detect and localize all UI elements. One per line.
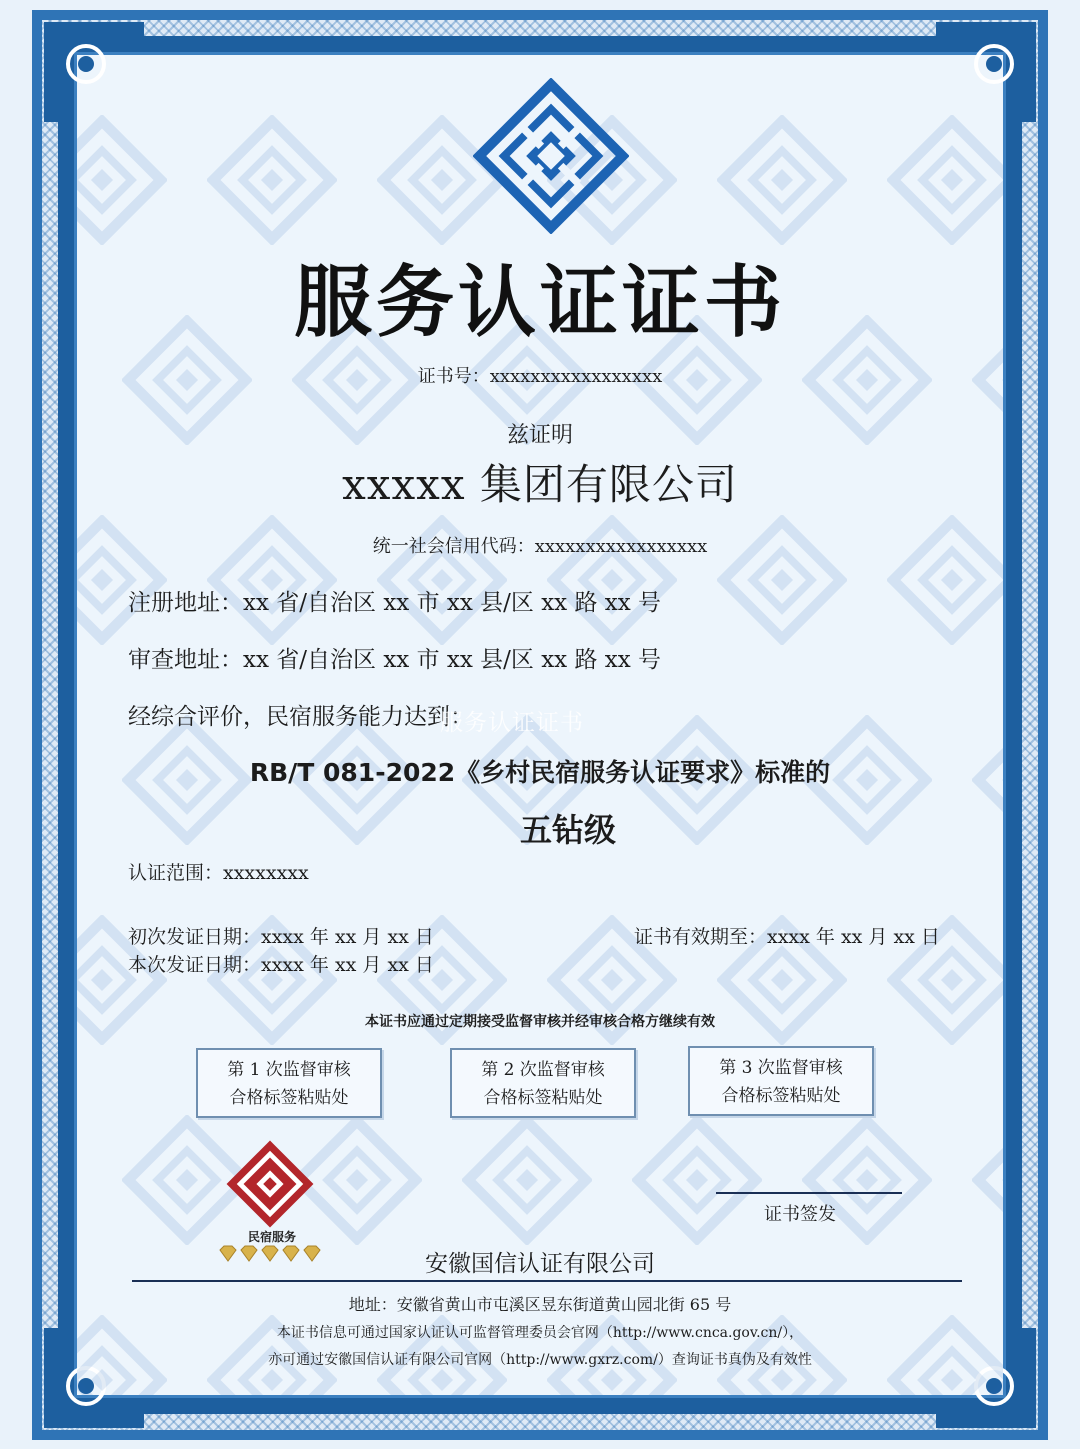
certification-logo-icon: [473, 78, 629, 234]
text-watermark: 服务认证证书: [440, 710, 584, 736]
certificate-number: [0, 362, 1080, 388]
first-issue-date: 初次发证日期：xxxx 年 xx 月 xx 日: [128, 926, 434, 948]
watermark-logo-icon: [462, 1115, 592, 1245]
surveillance-box-title: 第 3 次监督审核: [719, 1058, 843, 1078]
watermark-logo-icon: [632, 1115, 762, 1245]
homestay-service-badge-icon: [222, 1136, 318, 1232]
surveillance-box-subtitle: 合格标签粘贴处: [483, 1088, 603, 1108]
validity-notice: 本证书应通过定期接受监督审核并经审核合格方继续有效: [365, 1014, 715, 1030]
footer-divider: [132, 1280, 962, 1282]
watermark-logo-icon: [207, 115, 337, 245]
verification-footnote-1: 本证书信息可通过国家认证认可监督管理委员会官网（http://www.cnca.gov.cn/），: [276, 1325, 804, 1341]
watermark-logo-icon: [887, 115, 1003, 245]
surveillance-box-title: 第 2 次监督审核: [481, 1060, 605, 1080]
watermark-logo-icon: [717, 115, 847, 245]
surveillance-label-box-3: [688, 1046, 874, 1116]
grade-level: 五钻级: [520, 811, 617, 849]
certificate-number-label: 证书号：: [417, 366, 490, 387]
watermark-logo-icon: [972, 1115, 1003, 1245]
issuer-name: 安徽国信认证有限公司: [425, 1251, 655, 1277]
credit-code-label: 统一社会信用代码：: [372, 536, 535, 557]
surveillance-box-subtitle: 合格标签粘贴处: [721, 1086, 841, 1106]
registered-address: 注册地址：xx 省/自治区 xx 市 xx 县/区 xx 路 xx 号: [128, 590, 662, 616]
signature-line: [716, 1192, 902, 1194]
signature-label: 证书签发: [764, 1204, 836, 1225]
issuer-address: 地址：安徽省黄山市屯溪区昱东街道黄山园北街 65 号: [348, 1295, 732, 1314]
evaluation-statement: 经综合评价，民宿服务能力达到：: [128, 704, 473, 730]
audit-address: 审查地址：xx 省/自治区 xx 市 xx 县/区 xx 路 xx 号: [128, 647, 662, 673]
certificate-number-value: xxxxxxxxxxxxxxxxx: [489, 366, 663, 387]
valid-until-date: 证书有效期至：xxxx 年 xx 月 xx 日: [634, 926, 940, 948]
badge-label: 民宿服务: [247, 1230, 296, 1244]
watermark-logo-icon: [77, 115, 167, 245]
hereby-certify: 兹证明: [506, 423, 573, 448]
surveillance-box-title: 第 1 次监督审核: [227, 1060, 351, 1080]
surveillance-label-box-2: [450, 1048, 636, 1118]
surveillance-box-subtitle: 合格标签粘贴处: [229, 1088, 349, 1108]
verification-footnote-2: 亦可通过安徽国信认证有限公司官网（http://www.gxrz.com/）查询证书真伪及有效性: [268, 1352, 812, 1368]
certification-scope: 认证范围：xxxxxxxx: [128, 862, 309, 884]
credit-code: [0, 532, 1080, 558]
this-issue-date: 本次发证日期：xxxx 年 xx 月 xx 日: [128, 954, 434, 976]
certificate-title: 服务认证证书: [293, 258, 786, 348]
credit-code-value: xxxxxxxxxxxxxxxxx: [534, 536, 708, 557]
company-name: xxxxx 集团有限公司: [342, 460, 738, 509]
standard-reference: RB/T 081-2022《乡村民宿服务认证要求》标准的: [249, 758, 831, 787]
surveillance-label-box-1: [196, 1048, 382, 1118]
